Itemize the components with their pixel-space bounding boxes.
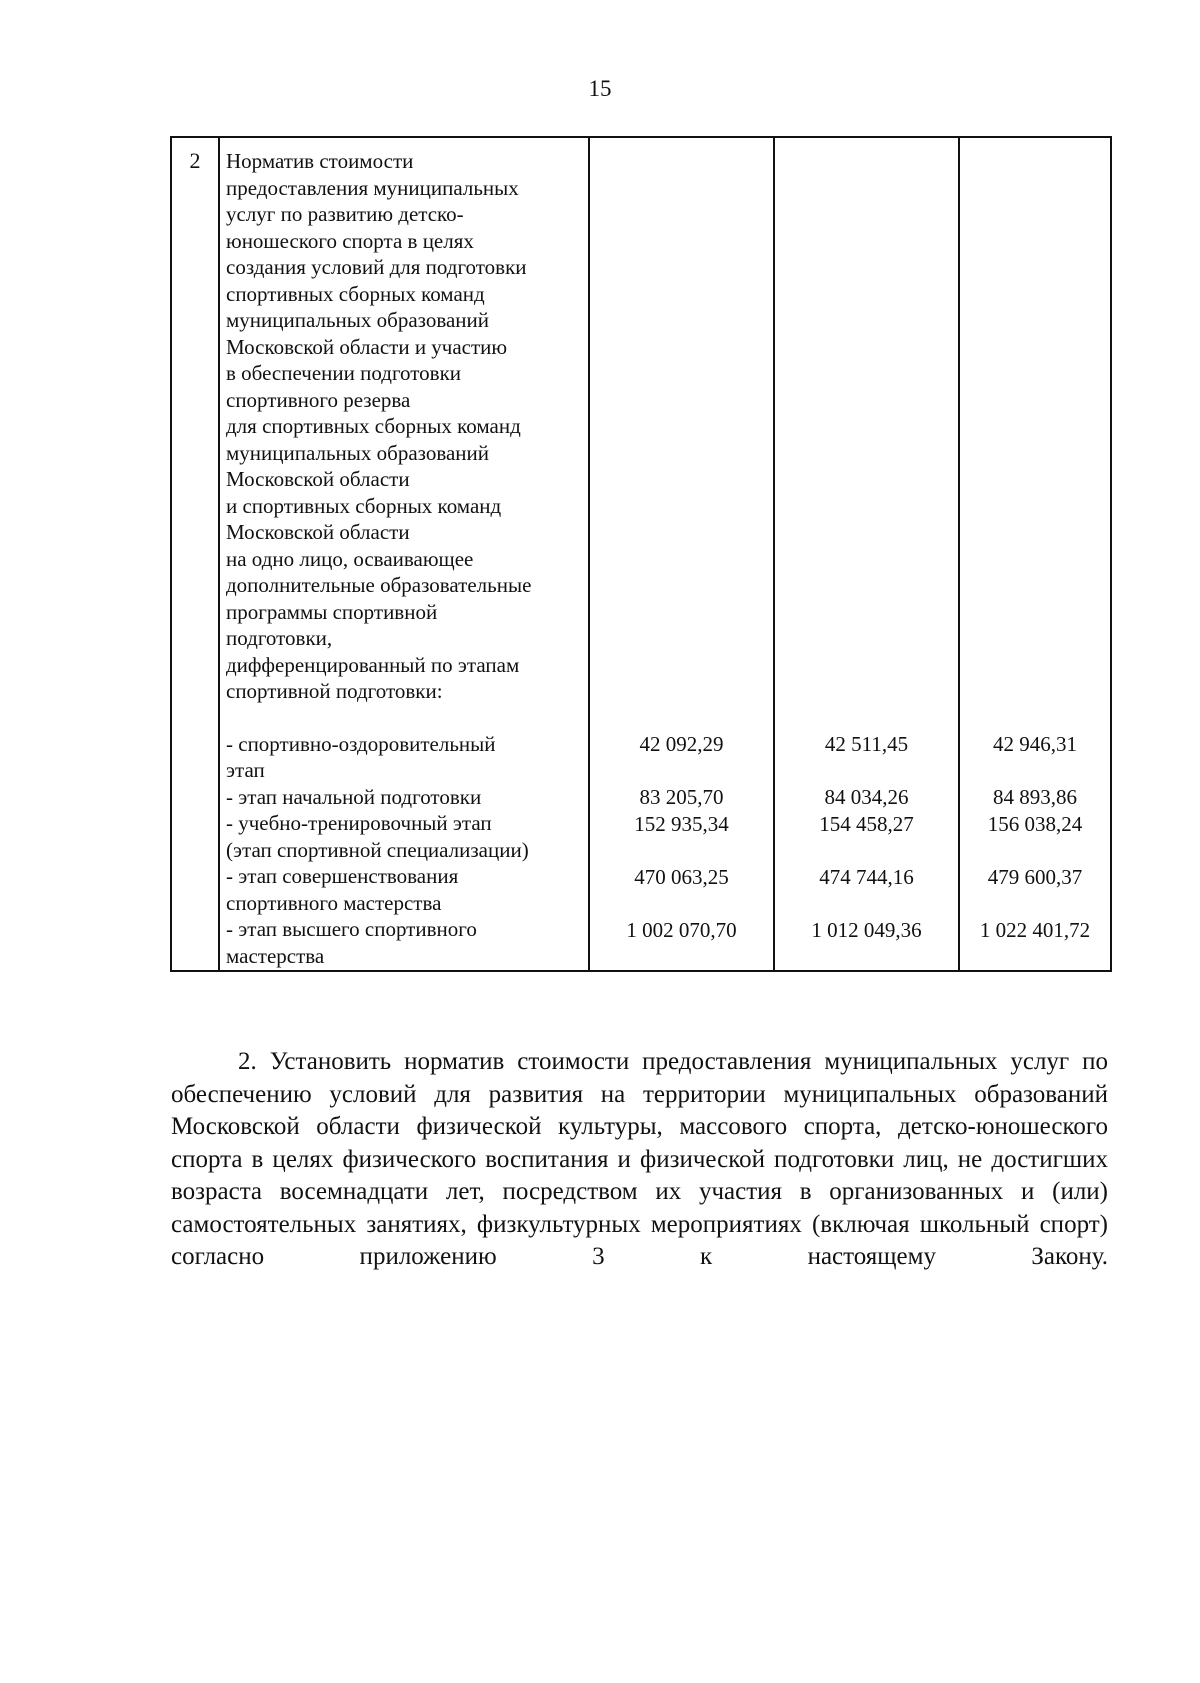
- value-cell: 474 744,16: [819, 864, 914, 889]
- description-line: программы спортивной: [226, 599, 438, 624]
- description-line: Московской области и участию: [226, 334, 508, 359]
- body-paragraph: 2. Установить норматив стоимости предоставления муниципальных услуг по обеспечению условий для развития на территории муниципальных образований Московской области физической культуры, массового спорта, детско-юношеского спорта в целях физического воспитания и физической подготовки лиц, не достигших возраста восемнадцати лет, посредством их участия в организованных и (или) самостоятельных занятиях, физкультурных мероприятиях (включая школьный спорт) согласно приложению 3 к настоящему Закону.: [171, 1048, 1108, 1270]
- stage-label: [226, 863, 584, 916]
- description-line: спортивных сборных команд: [226, 281, 485, 306]
- value-cell: 83 205,70: [639, 785, 724, 809]
- value-column-3: [959, 137, 1111, 971]
- value-cell: 42 092,29: [639, 732, 724, 756]
- value-cell: 84 893,86: [993, 785, 1077, 809]
- description-cell: [219, 137, 589, 971]
- value-cell: 1 002 070,70: [626, 917, 737, 942]
- stage-label: [226, 810, 584, 863]
- stage-label-line: - этап начальной подготовки: [226, 784, 482, 809]
- description-line: в обеспечении подготовки: [226, 361, 462, 385]
- description-line: и спортивных сборных команд: [226, 493, 502, 518]
- value-cell: 470 063,25: [634, 864, 729, 889]
- stage-label-line: - спортивно-оздоровительный: [226, 731, 496, 756]
- stage-label-line: мастерства: [226, 943, 325, 968]
- value-column-2: [774, 137, 959, 971]
- description-line: юношеского спорта в целях: [226, 228, 474, 253]
- stage-label-line: этап: [226, 758, 265, 782]
- description-line: на одно лицо, осваивающее: [226, 546, 474, 571]
- description-line: дифференцированный по этапам: [226, 652, 520, 677]
- value-cell: 42 511,45: [824, 732, 909, 756]
- stage-label-line: - этап высшего спортивного: [226, 917, 477, 941]
- norm-table: [170, 136, 1112, 972]
- value-cell: 152 935,34: [634, 811, 729, 836]
- description-line: предоставления муниципальных: [226, 175, 519, 200]
- stage-label: [226, 916, 584, 969]
- value-cell: 42 946,31: [993, 732, 1077, 756]
- description-line: для спортивных сборных команд: [226, 414, 521, 438]
- description-line: спортивного резерва: [226, 387, 411, 412]
- value-cell: 154 458,27: [819, 811, 914, 836]
- stage-label: [226, 731, 584, 784]
- value-cell: 156 038,24: [987, 811, 1083, 836]
- value-cell: 479 600,37: [987, 864, 1083, 889]
- description-line: Норматив стоимости: [226, 149, 414, 173]
- row-number: 2: [171, 137, 219, 971]
- value-cell: 1 022 401,72: [979, 917, 1091, 942]
- stages-list: [226, 731, 584, 970]
- value-cell: 1 012 049,36: [811, 917, 922, 942]
- description-line: дополнительные образовательные: [226, 573, 532, 597]
- table-row: [171, 137, 1111, 971]
- description-line: муниципальных образований: [226, 308, 489, 332]
- page-number: 15: [588, 76, 612, 101]
- stage-label: [226, 784, 584, 811]
- description-line: муниципальных образований: [226, 440, 489, 465]
- description-line: создания условий для подготовки: [226, 255, 527, 279]
- value-cell: 84 034,26: [824, 785, 909, 809]
- stage-label-line: (этап спортивной специализации): [226, 837, 529, 862]
- description-line: Московской области: [226, 467, 410, 491]
- value-column-1: [589, 137, 774, 971]
- stage-label-line: - учебно-тренировочный этап: [226, 811, 492, 835]
- description-line: услуг по развитию детско-: [226, 202, 464, 226]
- description-line: Московской области: [226, 520, 410, 544]
- description-text: [226, 148, 584, 705]
- description-line: спортивной подготовки:: [226, 679, 443, 703]
- description-line: подготовки,: [226, 626, 333, 650]
- stage-label-line: - этап совершенствования: [226, 864, 459, 888]
- stage-label-line: спортивного мастерства: [226, 890, 442, 915]
